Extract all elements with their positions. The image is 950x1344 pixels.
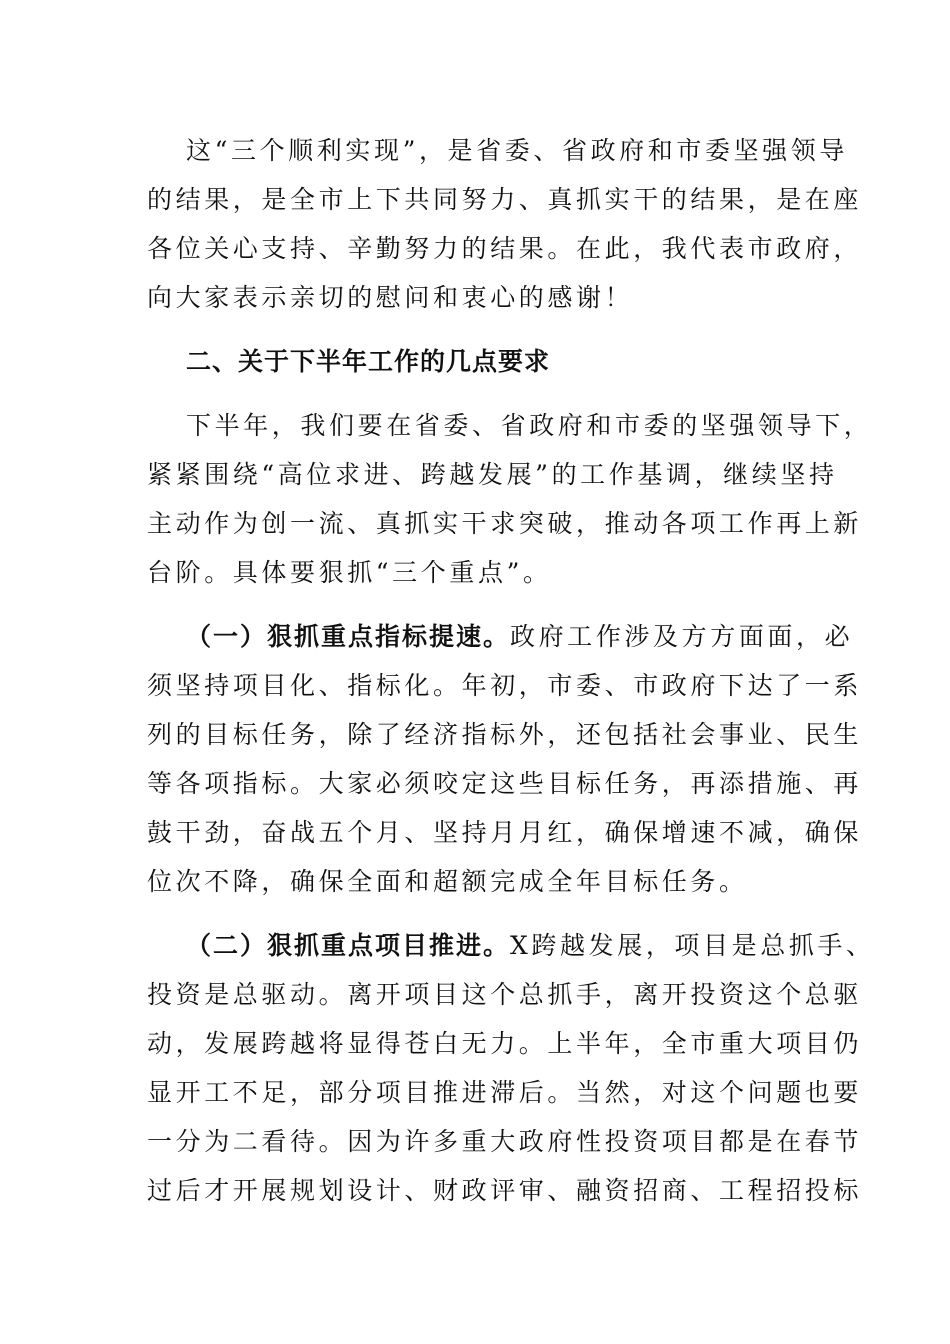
paragraph-line: 紧紧围绕“高位求进、跨越发展”的工作基调，继续坚持: [147, 460, 838, 489]
paragraph-line: 各位关心支持、辛勤努力的结果。在此，我代表市政府，: [147, 234, 863, 263]
paragraph-line: 过后才开展规划设计、财政评审、融资招商、工程招投标: [147, 1176, 863, 1205]
paragraph-line: 的结果，是全市上下共同努力、真抓实干的结果，是在座: [147, 185, 863, 214]
item-title: （二）狠抓重点项目推进。: [186, 931, 511, 960]
paragraph-line: 列的目标任务，除了经济指标外，还包括社会事业、民生: [147, 720, 863, 749]
paragraph-line: 主动作为创一流、真抓实干求突破，推动各项工作再上新: [147, 509, 863, 538]
paragraph-line: 须坚持项目化、指标化。年初，市委、市政府下达了一系: [147, 671, 863, 700]
item-first-line: [186, 931, 875, 961]
item-title: （一）狠抓重点指标提速。: [186, 622, 511, 651]
section-heading: 二、关于下半年工作的几点要求: [186, 347, 551, 376]
paragraph-line: 动，发展跨越将显得苍白无力。上半年，全市重大项目仍: [147, 1029, 863, 1058]
paragraph-line: 台阶。具体要狠抓“三个重点”。: [147, 558, 552, 587]
paragraph-line: 投资是总驱动。离开项目这个总抓手，离开投资这个总驱: [147, 980, 863, 1009]
paragraph-line: 这“三个顺利实现”，是省委、省政府和市委坚强领导: [186, 136, 848, 165]
paragraph-line: 鼓干劲，奋战五个月、坚持月月红，确保增速不减，确保: [147, 818, 863, 847]
paragraph-line: 显开工不足，部分项目推进滞后。当然，对这个问题也要: [147, 1078, 863, 1107]
item-first-line-text: X跨越发展，项目是总抓手、: [510, 931, 875, 960]
paragraph-line: 位次不降，确保全面和超额完成全年目标任务。: [147, 867, 748, 896]
item-first-line: [186, 622, 853, 652]
paragraph-line: 一分为二看待。因为许多重大政府性投资项目都是在春节: [147, 1127, 863, 1156]
paragraph-line: 向大家表示亲切的慰问和衷心的感谢！: [147, 283, 634, 312]
paragraph-line: 下半年，我们要在省委、省政府和市委的坚强领导下，: [186, 411, 873, 440]
paragraph-line: 等各项指标。大家必须咬定这些目标任务，再添措施、再: [147, 769, 863, 798]
item-first-line-text: 政府工作涉及方方面面，必: [510, 622, 854, 651]
